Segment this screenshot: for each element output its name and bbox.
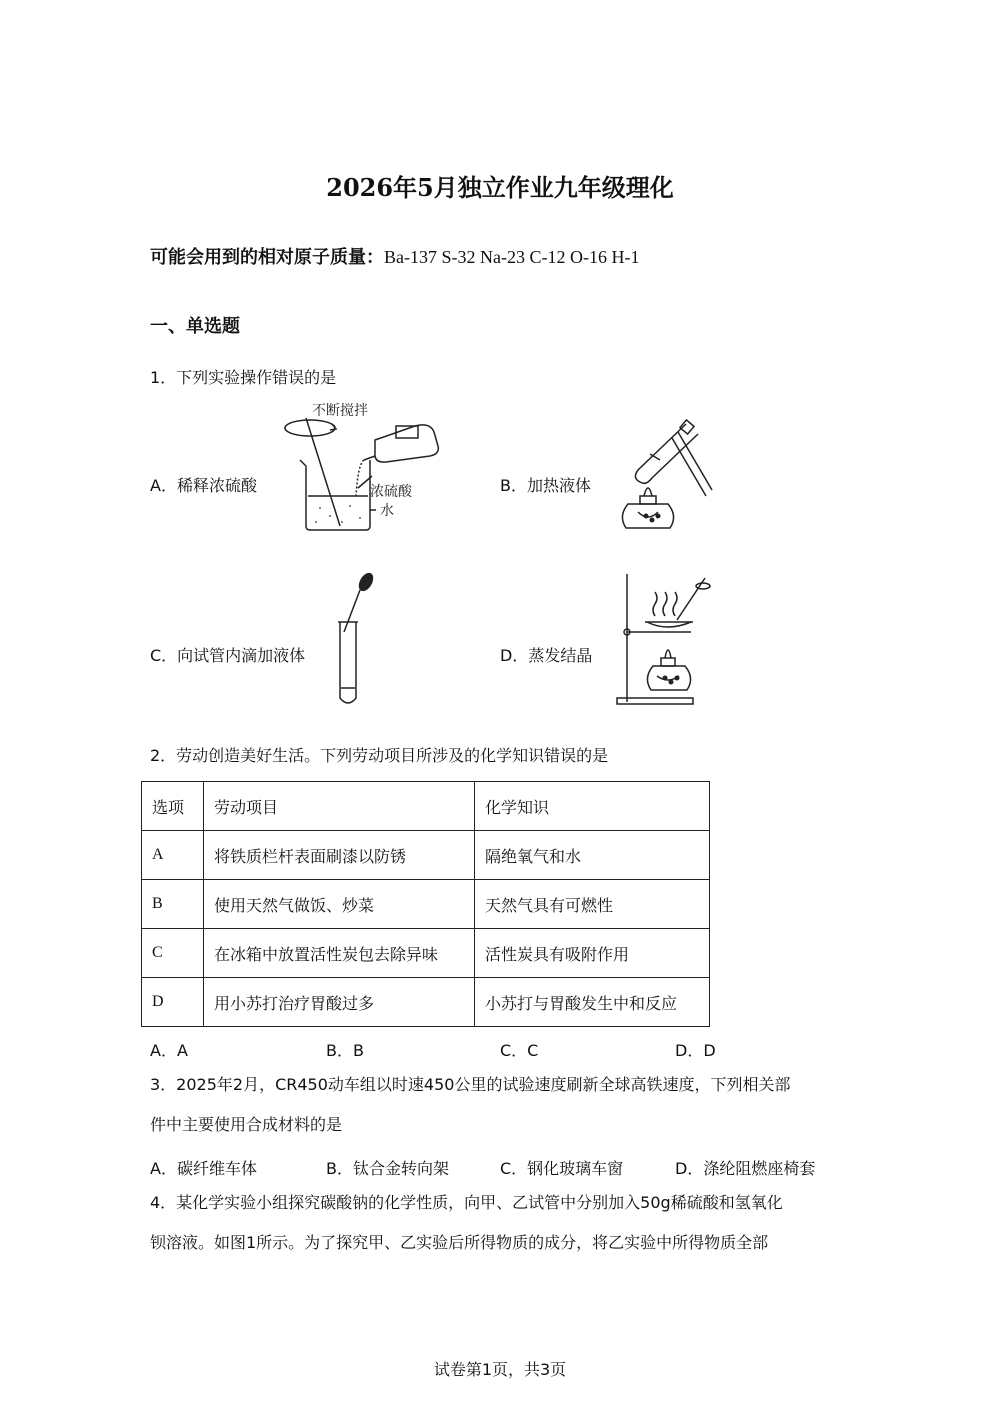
q3-answer-b[interactable]: B．钛合金转向架: [326, 1159, 449, 1178]
q3-answer-c[interactable]: C．钢化玻璃车窗: [500, 1159, 624, 1178]
q2-answer-b[interactable]: B．B: [326, 1041, 364, 1060]
table-cell: 隔绝氧气和水: [475, 831, 710, 880]
table-row: [142, 831, 710, 880]
table-cell: A: [142, 831, 204, 880]
table-cell: 活性炭具有吸附作用: [475, 929, 710, 978]
q3-answer-d[interactable]: D．涤纶阻燃座椅套: [675, 1159, 816, 1178]
q4-stem-line1: 4．某化学实验小组探究碳酸钠的化学性质，向甲、乙试管中分别加入50g稀硫酸和氢氧化: [150, 1193, 783, 1212]
figure-dropper: [330, 570, 380, 710]
q1-option-a[interactable]: A．稀释浓硫酸: [150, 476, 257, 495]
q2-table: [141, 781, 710, 1027]
q3-stem-line2: 件中主要使用合成材料的是: [150, 1115, 343, 1134]
figure-dilute-acid: [280, 398, 450, 533]
atomic-mass-label: 可能会用到的相对原子质量：: [150, 247, 384, 268]
figA-stir-label: 不断搅拌: [312, 403, 368, 419]
q3-answer-a[interactable]: A．碳纤维车体: [150, 1159, 257, 1178]
figA-acid-label: 浓硫酸: [370, 484, 412, 500]
q2-answer-c[interactable]: C．C: [500, 1041, 539, 1060]
q1-option-c[interactable]: C．向试管内滴加液体: [150, 646, 306, 665]
figure-heat-liquid: [608, 412, 723, 537]
table-cell: 用小苏打治疗胃酸过多: [204, 978, 475, 1027]
table-header-cell: 劳动项目: [204, 782, 475, 831]
table-row: [142, 880, 710, 929]
table-cell: 小苏打与胃酸发生中和反应: [475, 978, 710, 1027]
q1-option-b[interactable]: B．加热液体: [500, 476, 591, 495]
page-title: 2026年5月独立作业九年级理化: [326, 173, 674, 202]
figA-water-label: 水: [380, 503, 394, 519]
table-header-row: [142, 782, 710, 831]
q3-stem-line1: 3．2025年2月，CR450动车组以时速450公里的试验速度刷新全球高铁速度，下列相关部: [150, 1075, 791, 1094]
table-cell: 使用天然气做饭、炒菜: [204, 880, 475, 929]
q1-option-d[interactable]: D．蒸发结晶: [500, 646, 593, 665]
table-cell: D: [142, 978, 204, 1027]
table-cell: 在冰箱中放置活性炭包去除异味: [204, 929, 475, 978]
atomic-mass-line: [150, 243, 639, 269]
atomic-mass-values: Ba-137 S-32 Na-23 C-12 O-16 H-1: [384, 247, 640, 267]
table-cell: 天然气具有可燃性: [475, 880, 710, 929]
figure-evaporation: [615, 570, 725, 710]
table-cell: 将铁质栏杆表面刷漆以防锈: [204, 831, 475, 880]
table-cell: B: [142, 880, 204, 929]
table-row: [142, 978, 710, 1027]
section-heading: 一、单选题: [150, 316, 240, 337]
q1-stem: 1．下列实验操作错误的是: [150, 368, 337, 387]
table-cell: C: [142, 929, 204, 978]
q2-answer-d[interactable]: D．D: [675, 1041, 716, 1060]
table-row: [142, 929, 710, 978]
q2-stem: 2．劳动创造美好生活。下列劳动项目所涉及的化学知识错误的是: [150, 746, 609, 765]
table-header-cell: 化学知识: [475, 782, 710, 831]
q2-answer-a[interactable]: A．A: [150, 1041, 188, 1060]
table-header-cell: 选项: [142, 782, 204, 831]
page-footer: 试卷第1页，共3页: [433, 1360, 567, 1379]
q4-stem-line2: 钡溶液。如图1所示。为了探究甲、乙实验后所得物质的成分，将乙实验中所得物质全部: [150, 1233, 769, 1252]
